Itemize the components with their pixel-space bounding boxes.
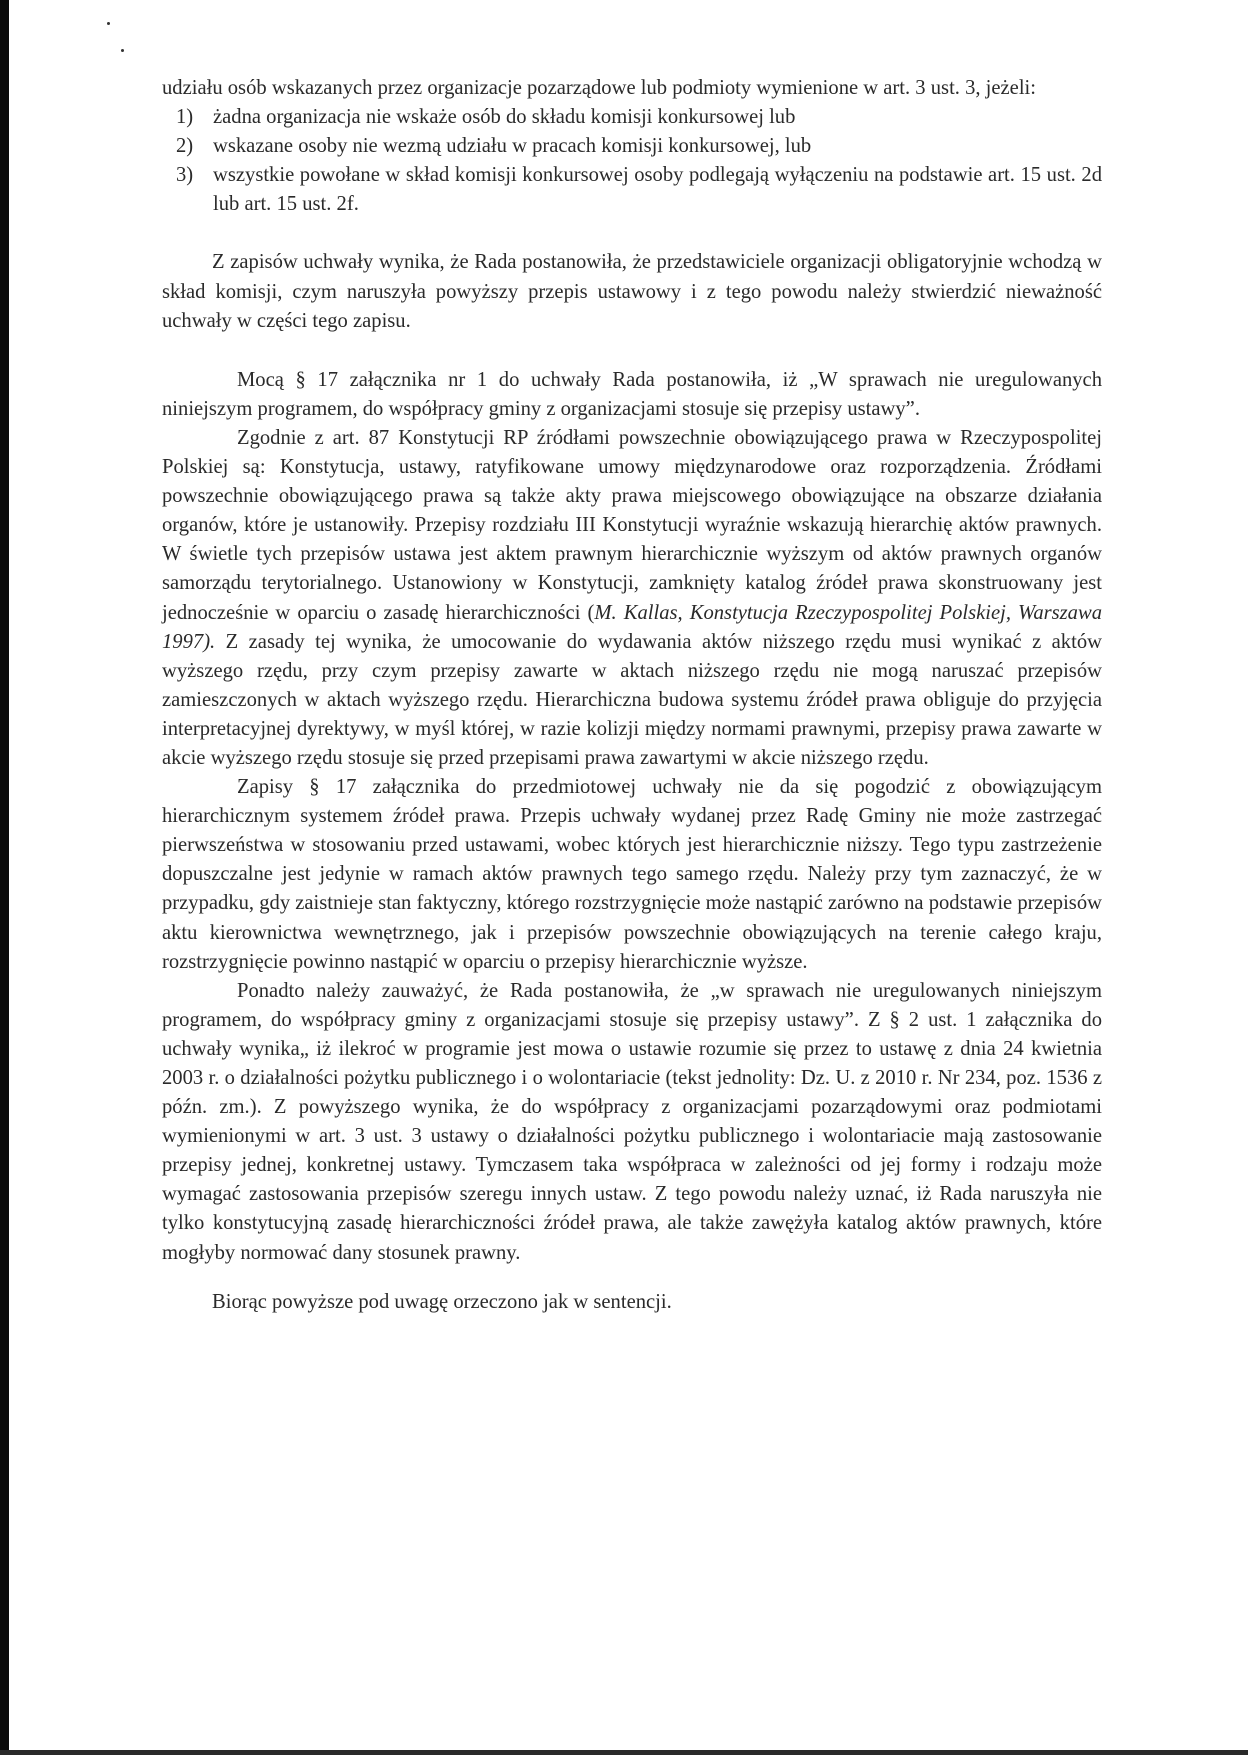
list-number: 1) bbox=[176, 106, 194, 129]
list-number: 2) bbox=[176, 135, 194, 158]
spacer bbox=[162, 1268, 1102, 1288]
paragraph-section-17: Mocą § 17 załącznika nr 1 do uchwały Rada postanowiła, iż „W sprawach nie uregulowanych niniejszym programem, do współpracy gminy z organizacjami stosuje się przepisy ustawy”. bbox=[162, 368, 1102, 420]
scan-speck bbox=[107, 22, 110, 25]
conditions-list bbox=[162, 103, 1102, 219]
scan-speck bbox=[121, 49, 124, 52]
spacer bbox=[162, 219, 1102, 248]
constitution-text-b: Z zasady tej wynika, że umocowanie do wydawania aktów niższego rzędu musi wynikać z aktów wyższego rzędu, przy czym przepisy zawarte w aktach niższego rzędu nie mogą naruszać przepisów zamieszczonych w aktach wyższego rzędu. Hierarchiczna budowa systemu źródeł prawa obliguje do przyjęcia interpretacyjnej dyrektywy, w myśl której, w razie kolizji między normami prawnymi, przepisy prawa zawarte w akcie wyższego rzędu stosuje się przed przepisami prawa zawartymi w akcie niższego rzędu. bbox=[162, 630, 1102, 769]
document-page bbox=[162, 74, 1102, 1317]
intro-paragraph: udziału osób wskazanych przez organizacje pozarządowe lub podmioty wymienione w art. 3 ust. 3, jeżeli: bbox=[162, 77, 1036, 99]
list-text: wskazane osoby nie wezmą udziału w pracach komisji konkursowej, lub bbox=[213, 135, 812, 158]
citation: M. Kallas, Konstytucja Rzeczypospolitej Polskiej, Warszawa 1997). bbox=[162, 601, 1102, 653]
list-item bbox=[162, 103, 1102, 132]
paragraph-hierarchy: Zapisy § 17 załącznika do przedmiotowej uchwały nie da się pogodzić z obowiązującym hierarchicznym systemem źródeł prawa. Przepis uchwały wydanej przez Radę Gminy nie może zastrzegać pierwszeństwa w stosowaniu przed ustawami, wobec których jest hierarchicznie niższy. Tego typu zastrzeżenie dopuszczalne jest jedynie w ramach aktów prawnych tego samego rzędu. Należy przy tym zaznaczyć, że w przypadku, gdy zaistnieje stan faktyczny, którego rozstrzygnięcie może nastąpić zarówno na podstawie przepisów aktu kierownictwa wewnętrznego, jak i przepisów powszechnie obowiązujących na terenie całego kraju, rozstrzygnięcie powinno nastąpić w oparciu o przepisy hierarchicznie wyższe. bbox=[162, 776, 1102, 973]
spacer bbox=[162, 336, 1102, 366]
list-number: 3) bbox=[176, 164, 194, 187]
constitution-text-a: Zgodnie z art. 87 Konstytucji RP źródłami powszechnie obowiązującego prawa w Rzeczypospolitej Polskiej są: Konstytucja, ustawy, ratyfikowane umowy międzynarodowe oraz rozporządzenia. Źródłami powszechnie obowiązującego prawa są także akty prawa miejscowego obowiązujące na obszarze działania organów, które je ustanowiły. Przepisy rozdziału III Konstytucji wyraźnie wskazują hierarchię aktów prawnych. W świetle tych przepisów ustawa jest aktem prawnym hierarchicznie wyższym od aktów prawnych organów samorządu terytorialnego. Ustanowiony w Konstytucji, zamknięty katalog źródeł prawa skonstruowany jest jednocześnie w oparciu o zasadę hierarchiczności ( bbox=[162, 426, 1102, 624]
paragraph-commission: Z zapisów uchwały wynika, że Rada postanowiła, że przedstawiciele organizacji obligatoryjnie wchodzą w skład komisji, czym naruszyła powyższy przepis ustawowy i z tego powodu należy stwierdzić nieważność uchwały w części tego zapisu. bbox=[162, 251, 1102, 332]
list-text: wszystkie powołane w skład komisji konkursowej osoby podlegają wyłączeniu na podstawie art. 15 ust. 2d lub art. 15 ust. 2f. bbox=[213, 164, 1102, 216]
list-text: żadna organizacja nie wskaże osób do składu komisji konkursowej lub bbox=[213, 106, 796, 129]
paragraph-conclusion: Biorąc powyższe pod uwagę orzeczono jak w sentencji. bbox=[212, 1290, 672, 1313]
paragraph-moreover: Ponadto należy zauważyć, że Rada postanowiła, że „w sprawach nie uregulowanych niniejszym programem, do współpracy gminy z organizacjami stosuje się przepisy ustawy”. Z § 2 ust. 1 załącznika do uchwały wynika„ iż ilekroć w programie jest mowa o ustawie rozumie się przez to ustawę z dnia 24 kwietnia 2003 r. o działalności pożytku publicznego i o wolontariacie (tekst jednolity: Dz. U. z 2010 r. Nr 234, poz. 1536 z późn. zm.). Z powyższego wynika, że do współpracy z organizacjami pozarządowymi oraz podmiotami wymienionymi w art. 3 ust. 3 ustawy o działalności pożytku publicznego i wolontariacie mają zastosowanie przepisy jednej, konkretnej ustawy. Tymczasem taka współpraca w zależności od jej formy i rodzaju może wymagać zastosowania przepisów szeregu innych ustaw. Z tego powodu należy uznać, iż Rada naruszyła nie tylko konstytucyjną zasadę hierarchiczności źródeł prawa, ale także zawężyła katalog aktów prawnych, które mogłyby normować dany stosunek prawny. bbox=[162, 979, 1102, 1264]
list-item bbox=[162, 132, 1102, 161]
paragraph-constitution bbox=[162, 424, 1102, 773]
list-item bbox=[162, 161, 1102, 219]
scan-edge-bottom bbox=[0, 1750, 1248, 1755]
scan-edge-left bbox=[0, 0, 9, 1755]
